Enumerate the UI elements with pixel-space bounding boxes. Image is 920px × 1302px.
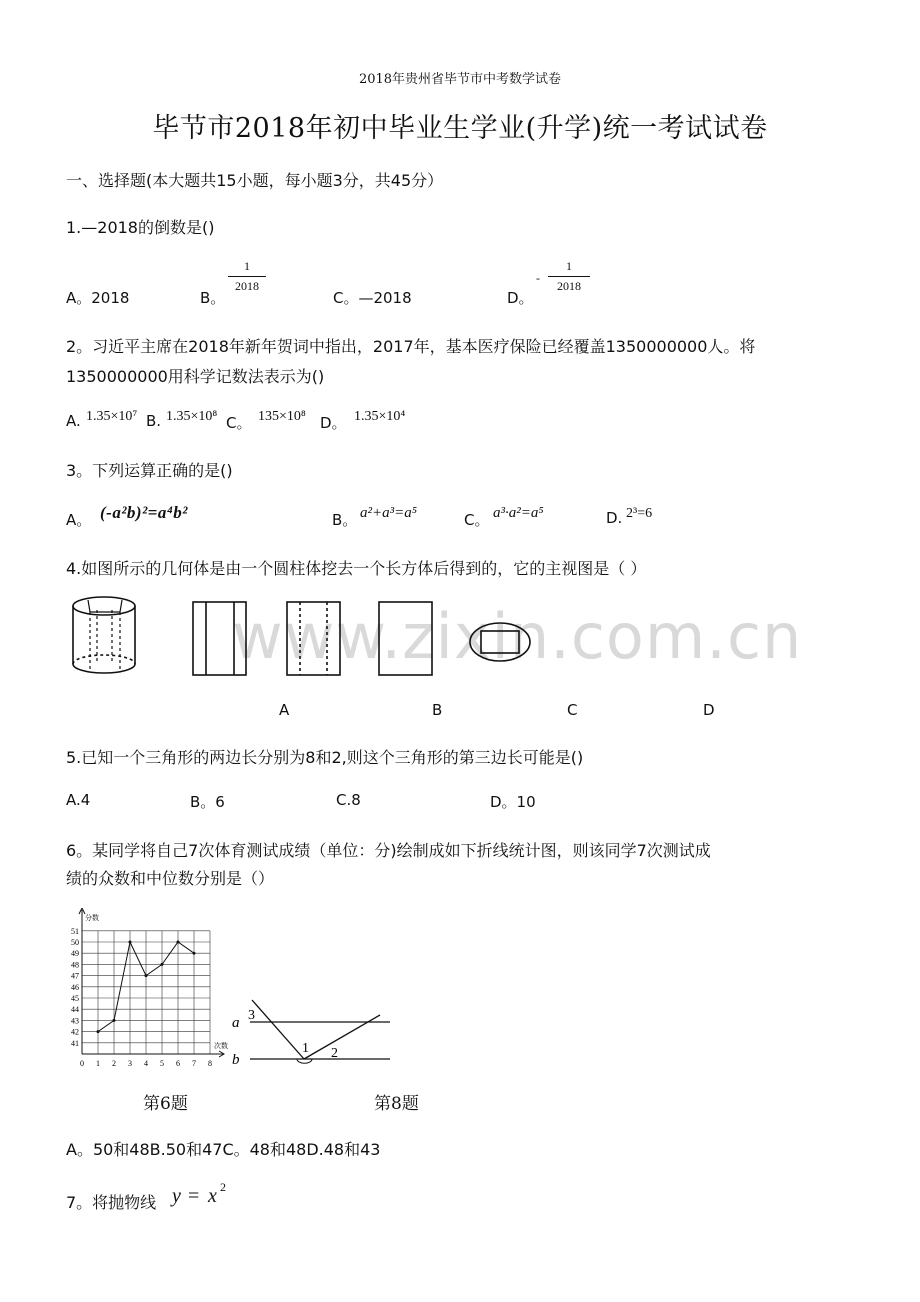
view-option-c	[379, 602, 432, 675]
q4-label-c: C	[567, 701, 578, 719]
q7-formula-x: x	[208, 1185, 217, 1207]
fraction-denominator: 2018	[557, 279, 581, 293]
data-point	[145, 974, 148, 977]
q1-option-d: D。	[507, 289, 534, 307]
x-tick-label: 5	[160, 1059, 164, 1068]
x-tick-label: 6	[176, 1059, 180, 1068]
q4-label-d: D	[703, 701, 715, 719]
fraction-denominator: 2018	[235, 279, 259, 293]
q7-formula-y: y	[172, 1185, 181, 1207]
q4-label-b: B	[432, 701, 443, 719]
q7-formula-equals: =	[188, 1185, 200, 1207]
fraction-bar	[228, 276, 266, 277]
data-point	[129, 941, 132, 944]
question-6-stem-line1: 6。某同学将自己7次体育测试成绩（单位：分)绘制成如下折线统计图，则该同学7次测试成	[66, 841, 711, 860]
y-tick-label: 43	[71, 1016, 79, 1026]
x-tick-label: 3	[128, 1059, 132, 1068]
q2-option-c-letter: C。	[226, 414, 252, 432]
q3-option-c-value: a³·a²=a⁵	[493, 505, 544, 521]
data-point	[97, 1030, 100, 1033]
angle-1-label: 1	[302, 1041, 309, 1056]
y-tick-label: 50	[71, 938, 79, 947]
y-tick-label: 45	[71, 994, 79, 1003]
y-tick-label: 42	[71, 1027, 79, 1037]
question-4-stem: 4.如图所示的几何体是由一个圆柱体挖去一个长方体后得到的，它的主视图是（ ）	[66, 559, 647, 578]
x-tick-label: 1	[96, 1059, 100, 1068]
q1-option-b: B。	[200, 289, 226, 307]
q1-option-d-fraction	[548, 259, 590, 294]
q2-option-a-value: 1.35×10⁷	[86, 409, 138, 424]
question-5-stem: 5.已知一个三角形的两边长分别为8和2,则这个三角形的第三边长可能是()	[66, 748, 584, 767]
q2-option-d-letter: D。	[320, 414, 347, 432]
question-3-stem: 3。下列运算正确的是()	[66, 461, 233, 480]
q3-option-c-letter: C。	[464, 511, 490, 529]
q1-option-b-fraction	[228, 259, 266, 294]
q2-option-d-value: 1.35×10⁴	[354, 409, 406, 424]
figure-8-parallel-lines	[228, 996, 396, 1070]
q3-option-b-value: a²+a³=a⁵	[360, 505, 417, 521]
question-1-stem: 1.—2018的倒数是()	[66, 218, 215, 237]
fraction-numerator: 1	[566, 259, 572, 273]
label-b: b	[232, 1052, 240, 1068]
data-point	[177, 941, 180, 944]
label-a: a	[232, 1015, 240, 1031]
data-point	[113, 1019, 116, 1022]
question-2-stem-line1: 2。习近平主席在2018年新年贺词中指出，2017年，基本医疗保险已经覆盖1350000000人。将	[66, 337, 756, 356]
q3-option-d-letter: D.	[606, 509, 623, 527]
x-tick-label: 4	[144, 1059, 148, 1068]
q4-figures	[60, 592, 540, 682]
q7-formula-exponent: 2	[220, 1180, 226, 1194]
y-axis-label: 分数	[85, 914, 99, 922]
q1-option-d-sign: -	[536, 271, 540, 285]
view-option-b	[287, 602, 340, 675]
x-axis-label: 次数	[214, 1042, 228, 1050]
y-tick-label: 48	[71, 960, 79, 970]
y-tick-label: 44	[71, 1005, 79, 1015]
q1-option-a: A。2018	[66, 289, 130, 307]
data-point	[161, 963, 164, 966]
figure-8-caption: 第8题	[374, 1094, 419, 1114]
q3-option-b-letter: B。	[332, 511, 358, 529]
y-tick-label: 51	[71, 926, 79, 936]
hollow-cylinder-figure	[73, 597, 135, 673]
q4-label-a: A	[279, 701, 290, 719]
exam-title: 毕节市2018年初中毕业生学业(升学)统一考试试卷	[152, 113, 768, 144]
chart-tick-labels	[71, 913, 228, 1068]
q2-option-c-value: 135×10⁸	[258, 409, 306, 424]
view-option-d	[470, 623, 530, 661]
data-point	[193, 952, 196, 955]
q5-option-d: D。10	[490, 793, 536, 811]
q1-option-c: C。—2018	[333, 289, 412, 307]
question-2-stem-line2: 1350000000用科学记数法表示为()	[66, 367, 325, 386]
page-header: 2018年贵州省毕节市中考数学试卷	[358, 72, 562, 87]
q3-option-a-letter: A。	[66, 511, 92, 529]
incident-ray	[252, 1000, 304, 1059]
x-tick-label: 7	[192, 1059, 196, 1068]
y-tick-label: 46	[71, 982, 79, 992]
y-tick-label: 41	[71, 1038, 79, 1048]
fraction-bar	[548, 276, 590, 277]
q5-option-c: C.8	[336, 791, 361, 809]
view-option-a	[193, 602, 246, 675]
x-tick-label: 8	[208, 1059, 212, 1068]
figure-6-caption: 第6题	[143, 1094, 188, 1114]
fraction-numerator: 1	[244, 259, 250, 273]
section-heading: 一、选择题(本大题共15小题，每小题3分，共45分）	[66, 171, 444, 190]
x-tick-label: 0	[80, 1059, 84, 1068]
y-tick-label: 47	[71, 971, 79, 981]
y-tick-label: 49	[71, 949, 79, 959]
q5-option-a: A.4	[66, 791, 91, 809]
angle-3-label: 3	[248, 1008, 255, 1023]
q5-option-b: B。6	[190, 793, 225, 811]
angle-2-label: 2	[331, 1046, 338, 1061]
q3-option-d-value: 2³=6	[626, 506, 653, 521]
q6-answer-options: A。50和48B.50和47C。48和48D.48和43	[66, 1140, 381, 1159]
chart-axes	[79, 908, 224, 1057]
chart-grid	[82, 931, 210, 1054]
q2-option-a-letter: A.	[66, 412, 81, 430]
q3-option-a-value: (-a²b)²=a⁴b²	[100, 503, 188, 522]
question-7-stem: 7。将抛物线	[66, 1193, 157, 1212]
x-tick-label: 2	[112, 1059, 116, 1068]
q2-option-b-value: 1.35×10⁸	[166, 409, 218, 424]
line-chart	[62, 908, 232, 1072]
watermark: www.zixin.com.cn	[232, 600, 803, 673]
question-6-stem-line2: 绩的众数和中位数分别是（）	[66, 869, 275, 888]
q2-option-b-letter: B.	[146, 412, 162, 430]
